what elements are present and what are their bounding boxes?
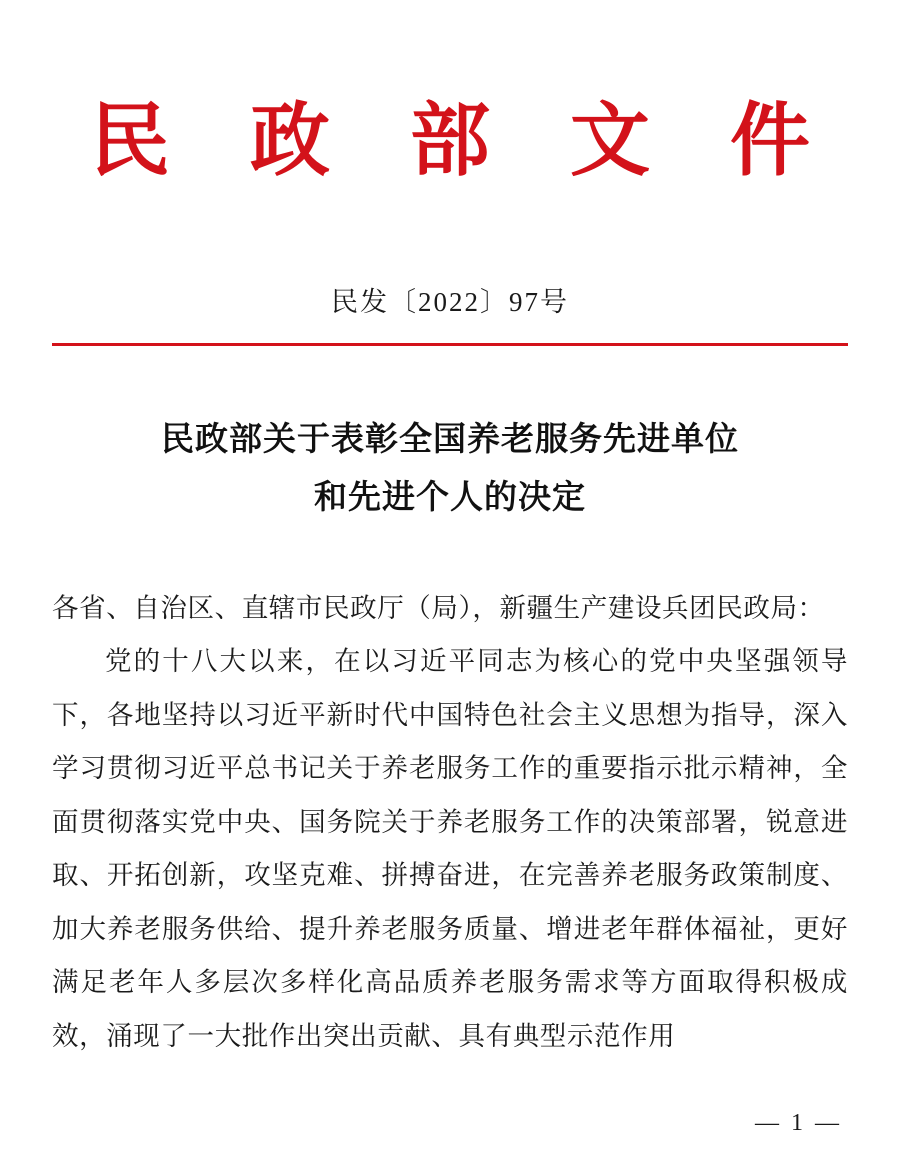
masthead-title: 民 政 部 文 件 xyxy=(90,98,840,186)
document-number: 民发〔2022〕97号 xyxy=(331,287,569,317)
page-title-line-2: 和先进个人的决定 xyxy=(314,479,586,516)
document-body xyxy=(52,582,848,1064)
page-number-marker: — 1 — xyxy=(755,1110,842,1136)
page-title-line-1: 民政部关于表彰全国养老服务先进单位 xyxy=(161,422,739,458)
body-paragraph-1: 党的十八大以来，在以习近平同志为核心的党中央坚强领导下，各地坚持以习近平新时代中国特色社会主义思想为指导，深入学习贯彻习近平总书记关于养老服务工作的重要指示批示精神，全面贯彻落实党中央、国务院关于养老服务工作的决策部署，锐意进取、开拓创新，攻坚克难、拼搏奋进，在完善养老服务政策制度、加大养老服务供给、提升养老服务质量、增进老年群体福祉，更好满足老年人多层次多样化高品质养老服务需求等方面取得积极成效，涌现了一大批作出突出贡献、具有典型示范作用 xyxy=(52,646,848,1051)
document-number-block xyxy=(52,280,848,346)
masthead xyxy=(52,0,848,188)
salutation-paragraph: 各省、自治区、直辖市民政厅（局），新疆生产建设兵团民政局： xyxy=(52,592,825,623)
page-title xyxy=(52,412,848,528)
red-divider-rule xyxy=(52,343,848,346)
